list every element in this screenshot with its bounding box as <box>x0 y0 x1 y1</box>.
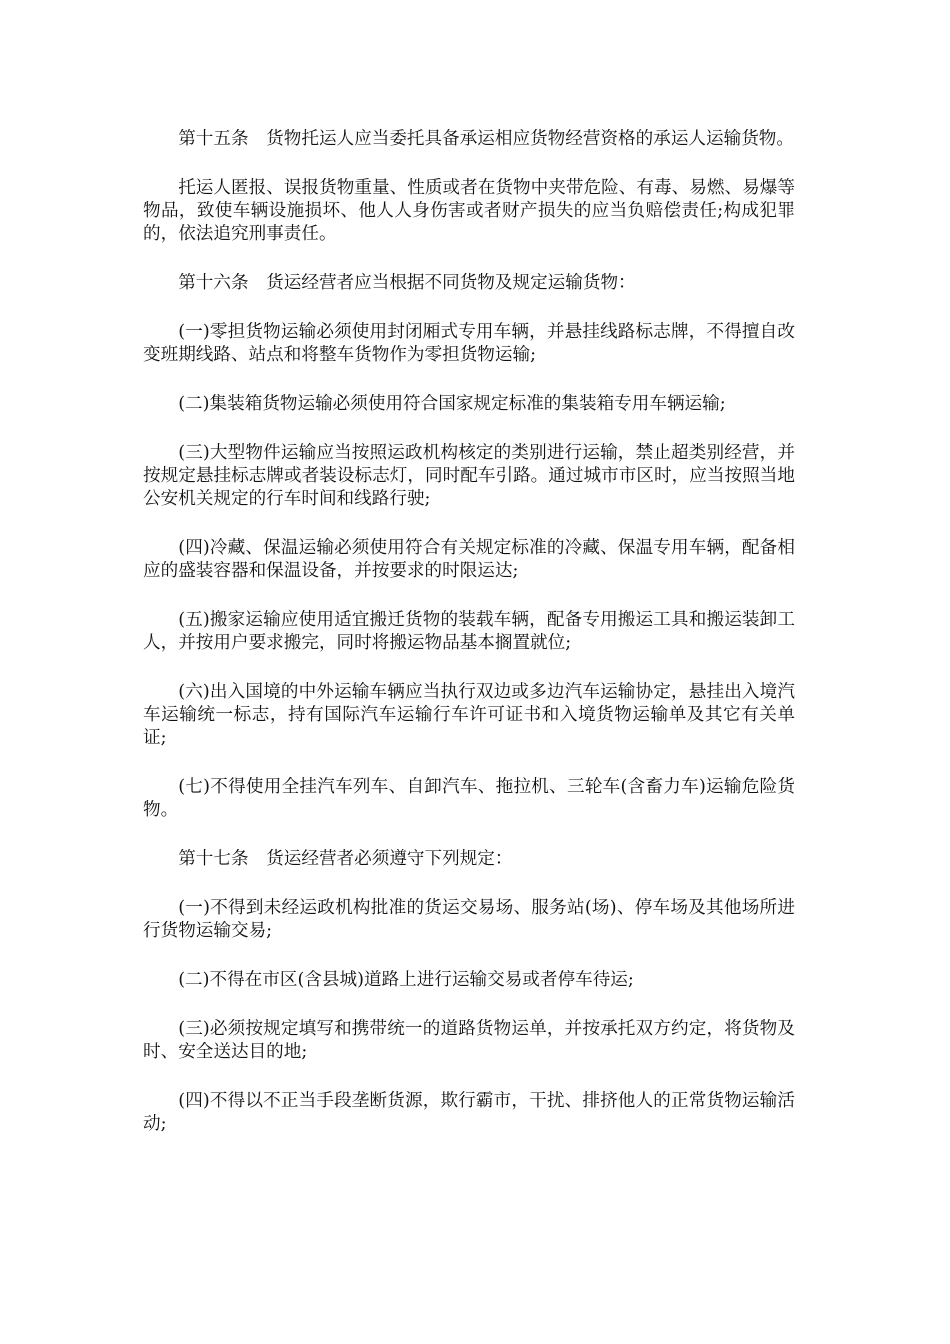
shipper-liability-paragraph: 托运人匿报、误报货物重量、性质或者在货物中夹带危险、有毒、易燃、易爆等物品，致使车辆设施损坏、他人人身伤害或者财产损失的应当负赔偿责任;构成犯罪的，依法追究刑事责任。 <box>143 178 795 244</box>
article-15-paragraph: 第十五条 货物托运人应当委托具备承运相应货物经营资格的承运人运输货物。 <box>178 129 794 149</box>
article-16-item-5: (五)搬家运输应使用适宜搬迁货物的装载车辆，配备专用搬运工具和搬运装卸工人，并按用户要求搬完，同时将搬运物品基本搁置就位; <box>143 610 795 653</box>
article-17-item-4: (四)不得以不正当手段垄断货源，欺行霸市，干扰、排挤他人的正常货物运输活动; <box>143 1091 795 1134</box>
article-17-item-2: (二)不得在市区(含县城)道路上进行运输交易或者停车待运; <box>178 970 634 990</box>
article-17-item-1: (一)不得到未经运政机构批准的货运交易场、服务站(场)、停车场及其他场所进行货物运输交易; <box>143 898 795 941</box>
article-16-item-1: (一)零担货物运输必须使用封闭厢式专用车辆，并悬挂线路标志牌，不得擅自改变班期线路、站点和将整车货物作为零担货物运输; <box>143 322 795 365</box>
article-16-item-7: (七)不得使用全挂汽车列车、自卸汽车、拖拉机、三轮车(含畜力车)运输危险货物。 <box>143 777 795 820</box>
article-17-paragraph: 第十七条 货运经营者必须遵守下列规定： <box>178 849 513 869</box>
article-16-paragraph: 第十六条 货运经营者应当根据不同货物及规定运输货物： <box>178 273 636 293</box>
article-16-item-6: (六)出入国境的中外运输车辆应当执行双边或多边汽车运输协定，悬挂出入境汽车运输统一标志，持有国际汽车运输行车许可证书和入境货物运输单及其它有关单证; <box>143 682 795 748</box>
article-16-item-3: (三)大型物件运输应当按照运政机构核定的类别进行运输，禁止超类别经营，并按规定悬挂标志牌或者装设标志灯，同时配车引路。通过城市市区时，应当按照当地公安机关规定的行车时间和线路行驶; <box>143 443 795 509</box>
article-16-item-2: (二)集装箱货物运输必须使用符合国家规定标准的集装箱专用车辆运输; <box>178 394 726 414</box>
article-17-item-3: (三)必须按规定填写和携带统一的道路货物运单，并按承托双方约定，将货物及时、安全送达目的地; <box>143 1019 795 1062</box>
document-body <box>143 128 795 1136</box>
article-16-item-4: (四)冷藏、保温运输必须使用符合有关规定标准的冷藏、保温专用车辆，配备相应的盛装容器和保温设备，并按要求的时限运达; <box>143 538 795 581</box>
